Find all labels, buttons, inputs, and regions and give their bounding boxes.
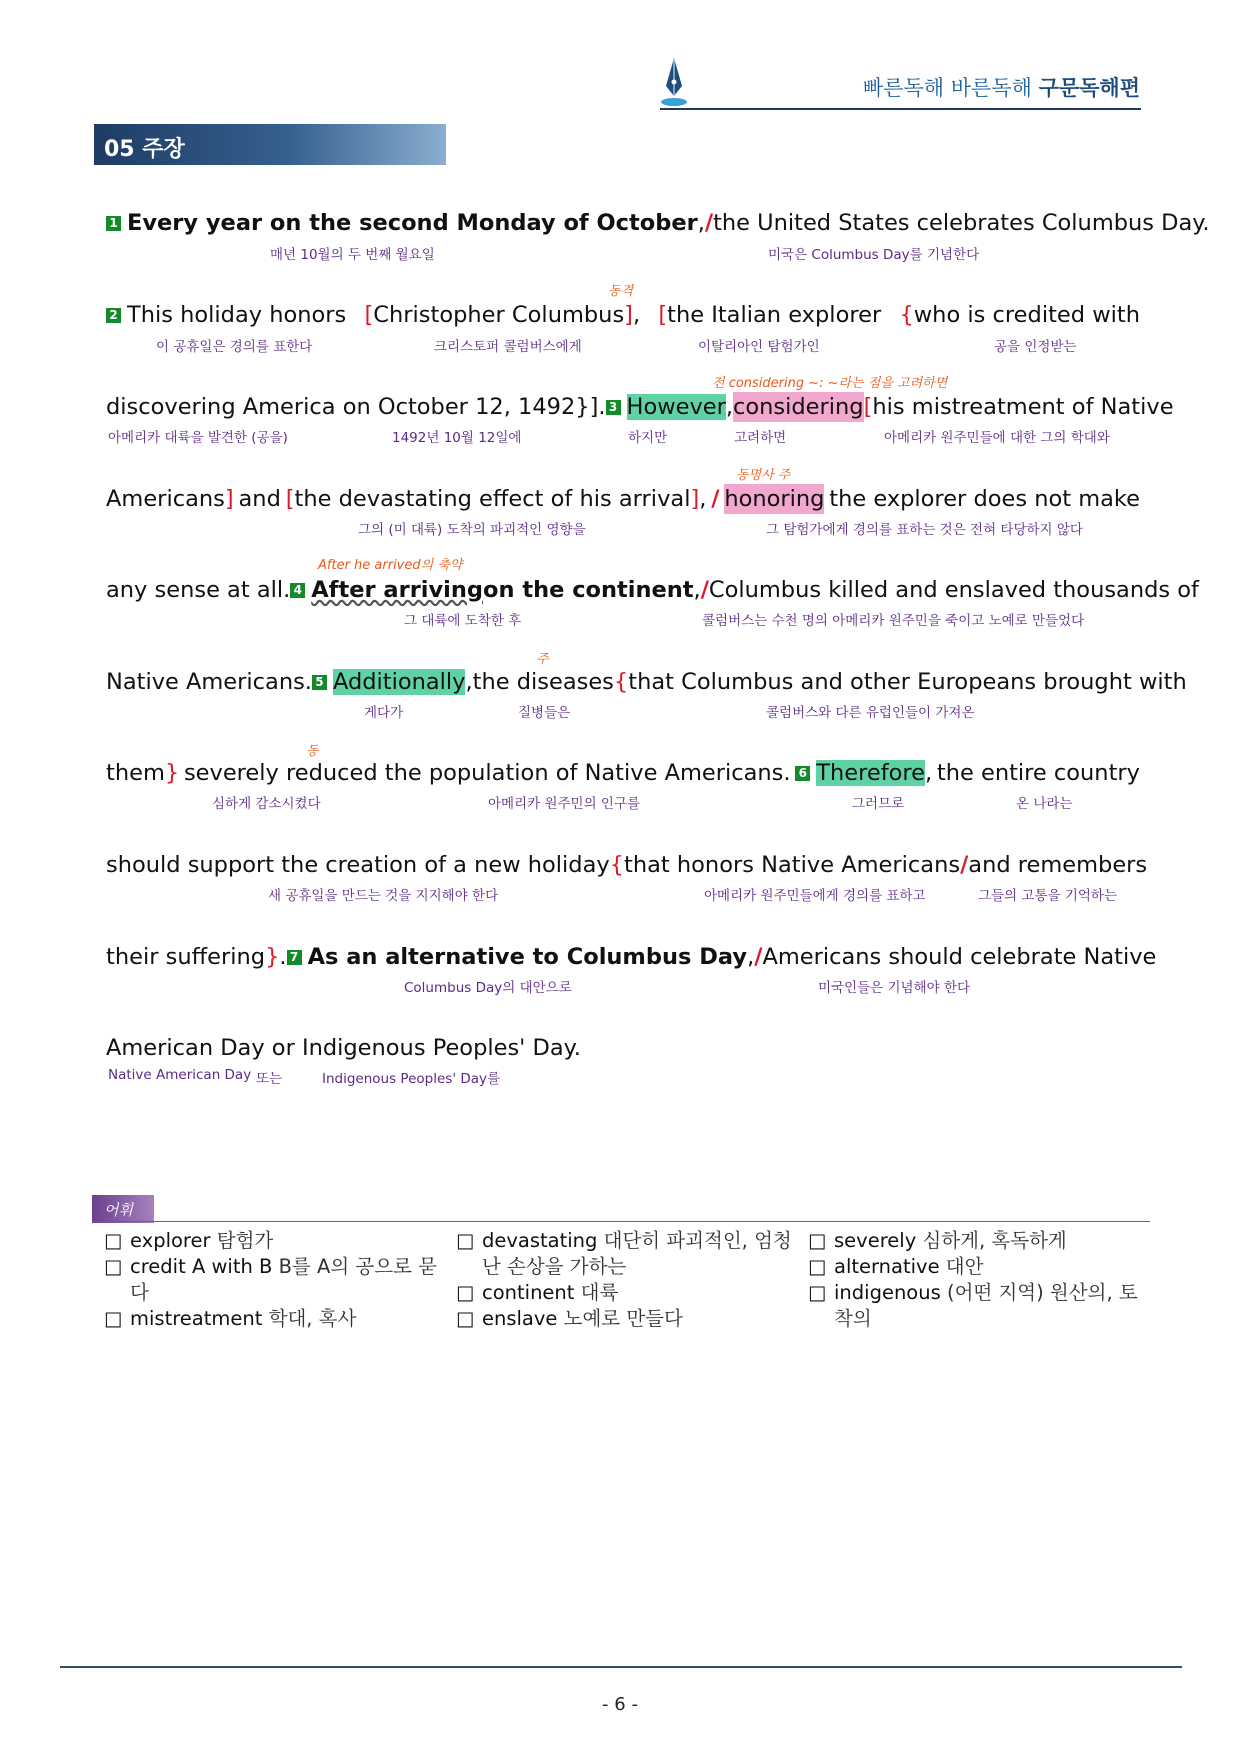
punct: , [693,577,701,603]
vocab-item [456,1306,792,1332]
bracket-phrase: [his mistreatment of Native [863,394,1174,420]
highlight-however: However [626,394,726,420]
phrase: the explorer does not make [829,486,1140,512]
passage-line-7 [106,758,1140,788]
slash-marker: / [711,486,720,512]
vocab-word: devastating [482,1229,598,1252]
checkbox-icon: □ [456,1281,475,1304]
gloss: 아메리카 원주민들에 대한 그의 학대와 [884,430,1110,446]
gloss: 질병들은 [518,705,571,721]
highlight-considering: considering [733,394,864,420]
punct: , [697,210,705,236]
vocab-meaning: (어떤 지역) 원산의, 토착의 [834,1281,1138,1330]
annotation: 동명사 주 [736,468,791,483]
phrase: severely reduced the population of Native Americans. [183,760,791,786]
punct: . [598,394,606,420]
bracket-mark: } [164,760,180,786]
vocab-word: alternative [834,1255,940,1278]
passage-line-4 [106,484,1140,514]
vocab-rule [92,1221,1150,1222]
vocab-item [456,1228,792,1280]
gloss: 그의 (미 대륙) 도착의 파괴적인 영향을 [358,522,586,538]
checkbox-icon: □ [808,1255,827,1278]
passage-line-9 [106,942,1157,972]
sentence-number: 3 [606,400,621,415]
gloss: 심하게 감소시켰다 [212,796,321,812]
gloss: 아메리카 대륙을 발견한 (공을) [108,430,288,446]
phrase: the United States celebrates Columbus Day. [713,210,1210,236]
checkbox-icon: □ [808,1281,827,1304]
header-series: 빠른독해 바른독해 [862,76,1039,100]
bracket-phrase: Americans] [106,486,234,512]
punct: . [279,944,287,970]
gloss: 고려하면 [734,430,787,446]
slash-marker: / [704,210,714,236]
gloss: 하지만 [628,430,668,446]
highlight-therefore: Therefore [816,760,925,786]
vocab-word: indigenous [834,1281,941,1304]
sentence-number: 5 [312,675,327,690]
vocab-meaning: 학대, 혹사 [268,1307,357,1330]
annotation: After he arrived의 축약 [318,558,463,573]
slash-marker: / [700,577,709,603]
bracket-mark: [ [658,302,668,328]
bracket-mark: } [265,944,280,970]
checkbox-icon: □ [456,1229,475,1252]
vocab-word: mistreatment [130,1307,263,1330]
punct: , [925,760,933,786]
sentence-number: 1 [106,216,121,231]
gloss: Columbus Day의 대안으로 [404,980,572,996]
gloss: 온 나라는 [1016,796,1073,812]
vocab-item [808,1228,1144,1254]
highlight-honoring: honoring [724,486,825,512]
slash-marker: / [960,852,969,878]
checkbox-icon: □ [104,1229,123,1252]
annotation: 동격 [608,284,634,299]
vocab-item [808,1254,1144,1280]
bracket-mark: { [899,302,914,328]
slash-marker: / [754,944,763,970]
vocab-word: credit A with B [130,1255,273,1278]
gloss: 공을 인정받는 [994,339,1077,355]
phrase: the entire country [936,760,1140,786]
gloss: 아메리카 원주민들에게 경의를 표하고 [704,888,926,904]
footer-rule [60,1666,1182,1668]
punct: , [699,486,707,512]
bracket-phrase: {that Columbus and other Europeans brought with [613,669,1187,695]
bracket-phrase: [the Italian explorer [658,302,882,328]
gloss: 콜럼버스와 다른 유럽인들이 가져온 [766,705,975,721]
vocab-label: 어휘 [104,1201,133,1219]
vocab-meaning: 대안 [945,1255,984,1278]
checkbox-icon: □ [808,1229,827,1252]
passage-line-8 [106,850,1148,880]
gloss: 그들의 고통을 기억하는 [978,888,1117,904]
page-number: - 6 - [602,1694,638,1715]
gloss: 콜럼버스는 수천 명의 아메리카 원주민을 죽이고 노예로 만들었다 [702,613,1085,629]
gloss: 크리스토퍼 콜럼버스에게 [434,339,582,355]
phrase: American Day or Indigenous Peoples' Day. [106,1035,581,1061]
phrase: Columbus killed and enslaved thousands of [708,577,1199,603]
punct: , [632,302,641,328]
bracket-phrase: their sufering} [106,944,280,970]
header-book: 구문독해편 [1038,76,1140,100]
gloss: 아메리카 원주민의 인구를 [488,796,641,812]
phrase: Every year on the second Monday of October [127,210,698,236]
highlight-additionally: Additionally [332,669,466,695]
gloss: 그 대륙에 도착한 후 [404,613,522,629]
vocab-word: enslave [482,1307,558,1330]
vocab-word: explorer [130,1229,211,1252]
bracket-mark: ] [224,486,234,512]
punct: , [465,669,473,695]
vocab-meaning: B를 A의 공으로 묻다 [130,1255,437,1304]
vocab-meaning: 탐험가 [216,1229,274,1252]
sentence-number: 4 [290,583,305,598]
vocab-column-3 [808,1228,1144,1332]
bracket-phrase: them} [106,760,180,786]
passage-line-2 [106,300,1140,330]
phrase: Native Americans. [106,669,312,695]
vocab-column-2 [456,1228,792,1332]
punct: , [725,394,734,420]
bracket-mark: [ [285,486,295,512]
gloss: 그러므로 [852,796,905,812]
gloss: 게다가 [364,705,404,721]
checkbox-icon: □ [104,1307,123,1330]
vocab-item [104,1228,440,1254]
gloss: 새 공휴일을 만드는 것을 지지해야 한다 [268,888,499,904]
phrase: discovering America on October 12, 1492}] [106,394,599,420]
bracket-phrase: [Christopher Columbus] [364,302,633,328]
gloss: 미국인들은 기념해야 한다 [818,980,971,996]
bracket-mark: ] [624,302,633,328]
annotation: 전 considering ~: ~라는 점을 고려하면 [712,376,948,391]
pen-nib-logo-icon [660,56,688,108]
phrase: any sense at all. [106,577,291,603]
header-rule [660,108,1141,110]
vocab-meaning: 심하게, 혹독하게 [922,1229,1067,1252]
phrase: As an alternative to Columbus Day [307,944,748,970]
passage-line-10 [106,1033,1140,1063]
passage-line-3 [106,392,1174,422]
section-title: 05 주장 [104,137,185,162]
gloss: Indigenous Peoples' Day를 [322,1071,501,1087]
phrase: the diseases [472,669,614,695]
gloss: 1492년 10월 12일에 [392,430,522,446]
phrase: and [238,486,281,512]
sentence-number: 6 [795,766,810,781]
annotation: 주 [536,652,549,667]
gloss: 매년 10월의 두 번째 월요일 [270,247,435,263]
phrase-after-arriving: After arriving [311,577,484,603]
bracket-phrase: {that honors Native Americans [609,852,961,878]
passage-line-1 [106,208,1210,238]
gloss: 이탈리아인 탐험가인 [698,339,820,355]
gloss: Native American Day [108,1067,252,1083]
vocab-meaning: 대륙 [580,1281,619,1304]
bracket-phrase: [the devastating efect of his arrival] [285,486,700,512]
phrase: This holiday honors [127,302,347,328]
vocab-column-1 [104,1228,440,1332]
bracket-mark: [ [364,302,374,328]
gloss: 미국은 Columbus Day를 기념한다 [768,247,980,263]
header-title [700,72,1140,102]
sentence-number: 2 [106,308,121,323]
passage-line-6 [106,667,1187,697]
bracket-mark: ] [690,486,700,512]
passage-line-5 [106,575,1199,605]
checkbox-icon: □ [104,1255,123,1278]
sentence-number: 7 [287,950,302,965]
bracket-phrase: {who is credited with [899,302,1140,328]
vocab-item [104,1306,440,1332]
vocab-word: severely [834,1229,917,1252]
punct: , [747,944,755,970]
phrase: Americans should celebrate Native [762,944,1157,970]
annotation: 동 [306,744,319,759]
gloss: 이 공휴일은 경의를 표한다 [156,339,313,355]
phrase: and remembers [968,852,1148,878]
gloss: 또는 [256,1071,283,1087]
vocab-meaning: 대단히 파괴적인, 엄청난 손상을 가하는 [482,1229,792,1278]
bracket-mark: [ [863,394,873,420]
gloss: 그 탐험가에게 경의를 표하는 것은 전혀 타당하지 않다 [766,522,1083,538]
vocab-item [104,1254,440,1306]
phrase: on the continent [483,577,694,603]
vocab-item [808,1280,1144,1332]
vocab-word: continent [482,1281,575,1304]
phrase: should support the creation of a new holiday [106,852,610,878]
bracket-mark: { [609,852,624,878]
vocab-item [456,1280,792,1306]
checkbox-icon: □ [456,1307,475,1330]
bracket-mark: { [613,669,629,695]
vocab-meaning: 노예로 만들다 [563,1307,683,1330]
